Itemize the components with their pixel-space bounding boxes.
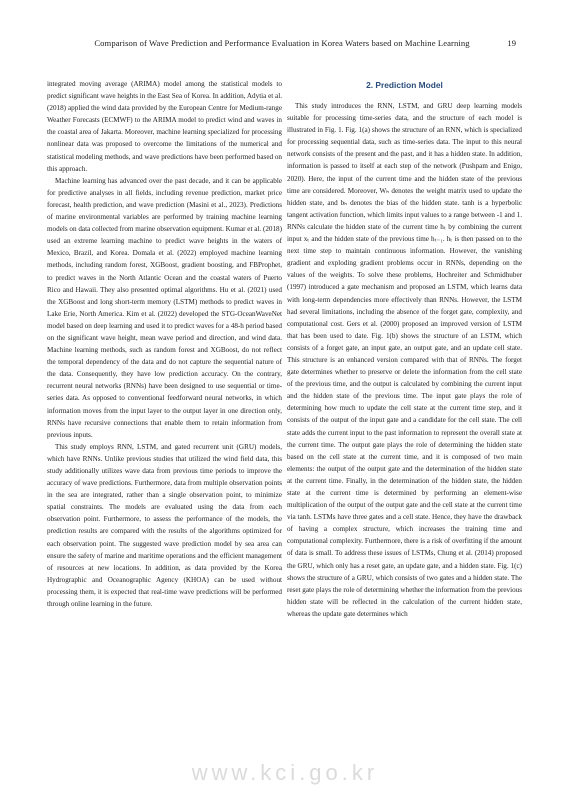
page-number: 19 (507, 38, 516, 48)
section-heading: 2. Prediction Model (366, 80, 443, 90)
right-column (287, 78, 522, 620)
body-paragraph: Machine learning has advanced over the past decade, and it can be applicable for predictive analyses in all fields, including revenue prediction, market price forecast, health prediction, and wave prediction (Masini et al., 2023). Predictions of marine environmental variables are performed by training machine learning models on data collected from marine observation equipment. Kumar et al. (2018) used an extreme learning machine to predict wave heights in the waters of Mexico, Brazil, and Korea. Domala et al. (2022) employed machine learning methods, including random forest, XGBoost, gradient boosting, and FBProphet, to predict waves in the North Atlantic Ocean and the coastal waters of Puerto Rico and Hawaii. They also presented optimal algorithms. Hu et al. (2021) used the XGBoost and long short-term memory (LSTM) methods to predict waves in Lake Erie, North America. Kim et al. (2022) developed the STG-OceanWaveNet model based on deep learning and used it to predict waves for a 48-h period based on the significant wave height, mean wave period and direction, and wind data. Machine learning methods, such as random forest and XGBoost, do not reflect the temporal dependency of the data and do not capture the sequential nature of the data. Consequently, they have low prediction accuracy. On the contrary, recurrent neural networks (RNNs) have been designed to use sequential or time-series data. As opposed to conventional feedforward neural networks, in which information moves from the input layer to the output layer in one direction only, RNNs have recursive connections that enable them to retain information from previous inputs. (47, 176, 282, 439)
running-header (0, 38, 566, 52)
watermark: www.kci.go.kr (191, 760, 379, 785)
left-column (47, 78, 282, 610)
body-paragraph: This study introduces the RNN, LSTM, and GRU deep learning models suitable for processing time-series data, and the structure of each model is illustrated in Fig. 1. Fig. 1(a) shows the structure of an RNN, which is specialized for processing sequential data, such as time-series data. The input to this neural network consists of the present and the past, and it has a hidden state. In addition, information is passed to itself at each step of the network (Pushpam and Enigo, 2020). Here, the input of the current time and the hidden state of the previous time are considered. Moreover, Wₕ denotes the weight matrix used to update the hidden state, and bₕ denotes the bias of the hidden state. tanh is a hyperbolic tangent activation function, which limits input values to a range between -1 and 1. RNNs calculate the hidden state of the current time hₜ by combining the current input xₜ and the hidden state of the previous time hₜ₋₁. hₜ is then passed on to the next time step to maintain continuous information. However, the vanishing gradient and exploding gradient problems occur in RNNs, depending on the values of the weights. To solve these problems, Hochreiter and Schmidhuber (1997) introduced a gate mechanism and proposed an LSTM, which learns data with long-term dependencies more effectively than RNNs. However, the LSTM had several limitations, including the absence of the forget gate, complexity, and computational cost. Gers et al. (2000) proposed an improved version of LSTM that has been used to date. Fig. 1(b) shows the structure of an LSTM, which consists of a forget gate, an input gate, an output gate, and an update cell state. This structure is an enhanced version compared with that of RNNs. The forget gate determines whether to preserve or delete the information from the cell state of the previous time, and the output is calculated by combining the current input and the hidden state of the previous time. The input gate plays the role of determining how much to update the cell state at the current time step, and it consists of the output of the input gate and a candidate for the cell state. The cell state adds the current input to the past information to represent the overall state at the current time. The output gate plays the role of determining the hidden state based on the cell state at the current time, and it is composed of two main elements: the output of the output gate and the determination of the hidden state at the current time. Finally, in the determination of the hidden state, the hidden state at the current time is determined by performing an element-wise multiplication of the output of the output gate and the cell state at the current time via tanh. LSTMs have three gates and a cell state. Hence, they have the drawback of having a complex structure, which increases the training time and computational complexity. Furthermore, there is a risk of overfitting if the amount of data is small. To address these issues of LSTMs, Chung et al. (2014) proposed the GRU, which only has a reset gate, an update gate, and a hidden state. Fig. 1(c) shows the structure of a GRU, which consists of two gates and a hidden state. The reset gate plays the role of determining whether the information from the previous hidden state will be reflected in the calculation of the current hidden state, whereas the update gate determines which (287, 102, 522, 618)
running-title: Comparison of Wave Prediction and Performance Evaluation in Korea Waters based on Machine Learning (94, 38, 470, 48)
body-paragraph: integrated moving average (ARIMA) model among the statistical models to predict significant wave heights in the East Sea of Korea. In addition, Adytia et al. (2018) applied the wind data provided by the European Centre for Medium-range Weather Forecasts (ECMWF) to the ARIMA model to predict wind and waves in the coastal area of Jakarta. Moreover, machine learning specialized for processing nonlinear data was proposed to overcome the limitations of the numerical and statistical modeling methods, and wave predictions have been performed based on this approach. (47, 80, 282, 173)
body-paragraph: This study employs RNN, LSTM, and gated recurrent unit (GRU) models, which have RNNs. Unlike previous studies that utilized the wind field data, this study additionally utilizes wave data from previous time periods to improve the accuracy of wave predictions. Furthermore, data from multiple observation points in the sea are integrated, rather than a single observation point, to minimize spatial constraints. The models are evaluated using the data from each observation point. Furthermore, to assess the performance of the models, the prediction results are compared with the results of the algorithms optimized for each observation point. The suggested wave prediction model by sea area can ensure the safety of marine and maritime operations and the efficient management of resources at new locations. In addition, as data provided by the Korea Hydrographic and Oceanographic Agency (KHOA) can be used without processing them, it is expected that real-time wave predictions will be performed through online learning in the future. (47, 442, 282, 609)
